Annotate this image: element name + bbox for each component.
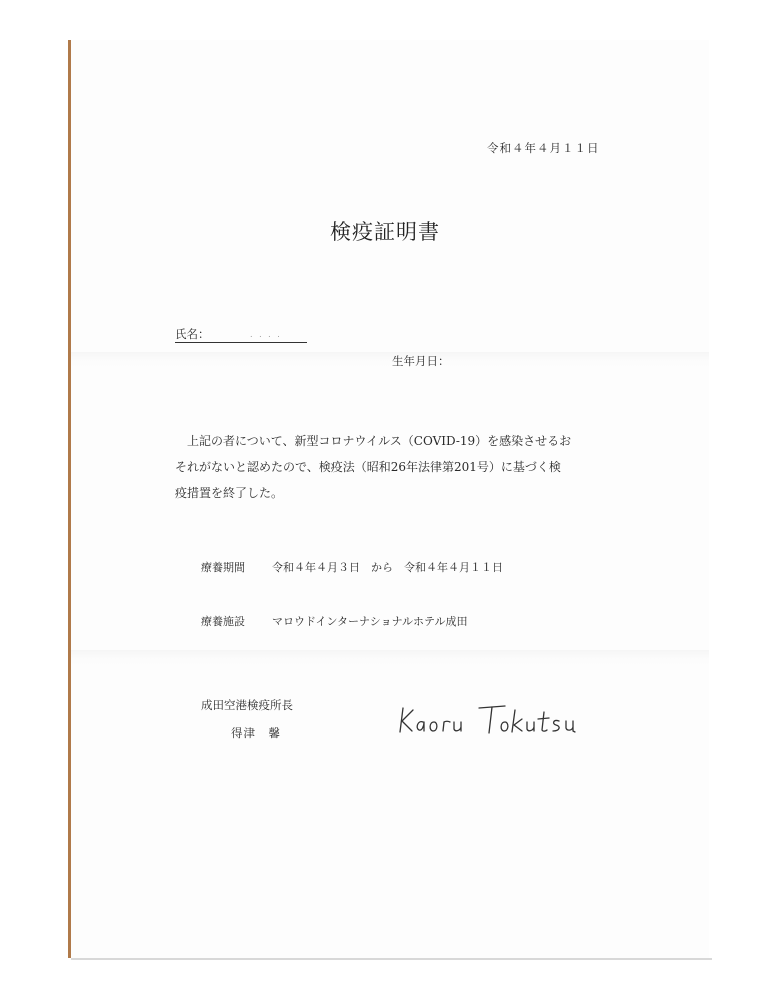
statement-line: 上記の者について、新型コロナウイルス（COVID-19）を感染させるお — [187, 434, 572, 448]
period-label: 療養期間 — [201, 561, 245, 574]
redacted-name: . . . . — [250, 330, 282, 339]
issue-date: 令和４年４月１１日 — [487, 141, 600, 155]
issuer-name: 得津 馨 — [231, 726, 281, 740]
facility-value: マロウドインターナショナルホテル成田 — [272, 615, 468, 628]
dob-label: 生年月日： — [392, 354, 450, 368]
statement-line: 疫措置を終了した。 — [175, 486, 284, 500]
name-label: 氏名： — [175, 327, 210, 341]
quarantine-period-row — [201, 559, 503, 575]
date-of-birth-field — [392, 353, 450, 369]
fold-crease — [71, 650, 709, 666]
name-field — [175, 326, 307, 343]
quarantine-facility-row — [201, 613, 467, 629]
facility-label: 療養施設 — [201, 615, 245, 628]
period-value: 令和４年４月３日 から 令和４年４月１１日 — [272, 561, 503, 574]
issuer-title: 成田空港検疫所長 — [201, 698, 293, 712]
paper-edge — [71, 958, 712, 960]
handwritten-signature — [395, 700, 600, 744]
statement-line: それがないと認めたので、検疫法（昭和26年法律第201号）に基づく検 — [175, 460, 561, 474]
certificate-statement — [175, 428, 605, 506]
document-title: 検疫証明書 — [330, 220, 440, 244]
fold-crease — [71, 352, 709, 368]
